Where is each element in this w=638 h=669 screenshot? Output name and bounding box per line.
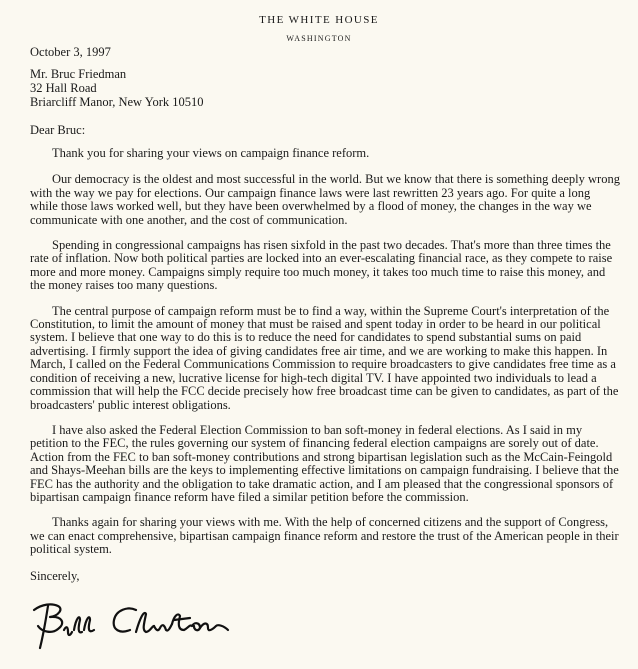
body-paragraph-2: Our democracy is the oldest and most successful in the world. But we know that there is something deeply wrong with the way we pay for elections. Our campaign finance laws were last rewritten 23 years ago. For quite a long while those laws worked well, but they have been overwhelmed by a flood of money, the changes in the way we communicate with one another, and the cost of communication. xyxy=(30,172,620,227)
recipient-street: 32 Hall Road xyxy=(30,81,97,95)
salutation: Dear Bruc: xyxy=(30,123,86,137)
letter-body xyxy=(30,147,620,569)
body-paragraph-1: Thank you for sharing your views on campaign finance reform. xyxy=(52,146,370,160)
letterhead xyxy=(0,14,638,44)
letterhead-title: THE WHITE HOUSE xyxy=(259,14,379,26)
recipient-name: Mr. Bruc Friedman xyxy=(30,67,127,81)
body-paragraph-3: Spending in congressional campaigns has risen sixfold in the past two decades. That's more than three times the rate of inflation. Now both political parties are locked into an ever-escalating financial race, as they compete to raise more and more money. Campaigns simply require too much money, it takes too much time to raise this money, and the money raises too many questions. xyxy=(30,238,613,293)
signature xyxy=(28,596,298,654)
letterhead-subtitle: WASHINGTON xyxy=(286,34,352,43)
body-paragraph-5: I have also asked the Federal Election Commission to ban soft-money in federal elections. As I said in my petition to the FEC, the rules governing our system of financing federal election campaigns are sorely out of date. Action from the FEC to ban soft-money contributions and strong bipartisan legislation such as the McCain-Feingold and Shays-Meehan bills are the keys to implementing effective limitations on campaign fundraising. I believe that the FEC has the authority and the obligation to take dramatic action, and I am pleased that the congressional sponsors of bipartisan campaign finance reform have filed a similar petition before the commission. xyxy=(30,422,619,504)
body-paragraph-6: Thanks again for sharing your views with me. With the help of concerned citizens and the support of Congress, we can enact comprehensive, bipartisan campaign finance reform and restore the trust of the American people in their political system. xyxy=(30,515,619,557)
recipient-address xyxy=(30,67,204,109)
closing: Sincerely, xyxy=(30,569,80,583)
recipient-city: Briarcliff Manor, New York 10510 xyxy=(30,95,204,109)
letter-date: October 3, 1997 xyxy=(30,45,111,59)
body-paragraph-4: The central purpose of campaign reform must be to find a way, within the Supreme Court's interpretation of the Constitution, to limit the amount of money that must be raised and spent today in order to be heard in our political system. I believe that one way to do this is to reduce the need for candidates to spend substantial sums on paid advertising. I firmly support the idea of giving candidates free air time, and we are working to make this happen. In March, I called on the Federal Communications Commission to require broadcasters to give candidates free time as a condition of receiving a new, lucrative license for high-tech digital TV. I have appointed two individuals to lead a commission that will help the FCC decide precisely how free broadcast time can be given to candidates, as part of the broadcasters' public interest obligations. xyxy=(30,303,619,412)
